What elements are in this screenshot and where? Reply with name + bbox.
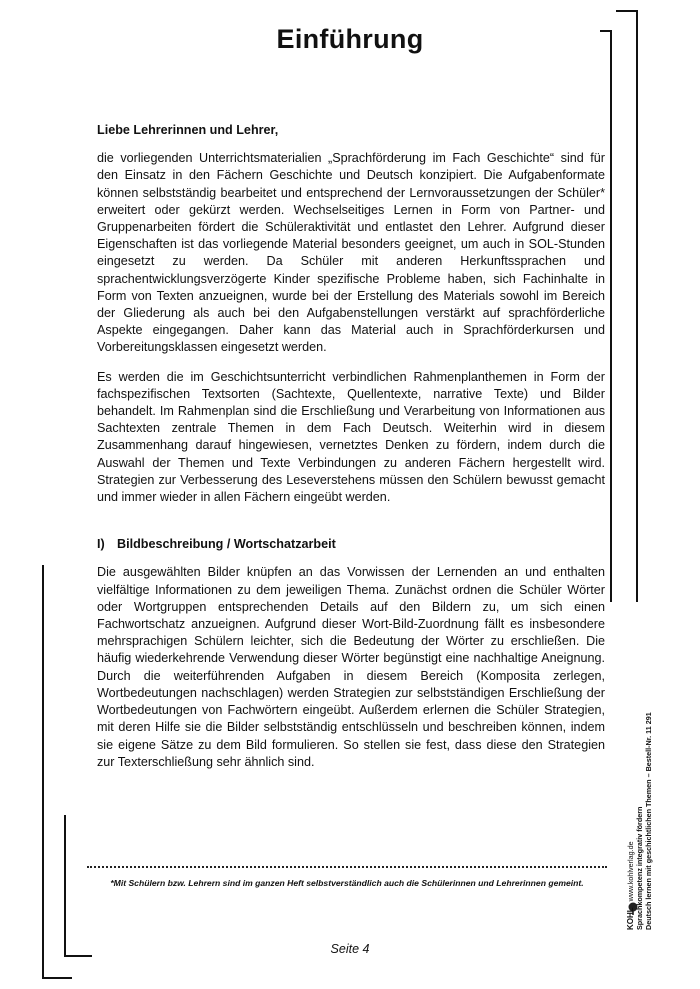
frame-line [42, 565, 44, 979]
paragraph: Es werden die im Geschichtsunterricht verbindlichen Rahmenplanthemen in Form der fachspezifischen Textsorten (Sachtexte, Quellentexte, narrative Texte) und Bilder behandelt. Im Rahmenplan sind die Erschließung und Verarbeitung von Informationen aus Sachtexten zentrale Themen in dem Fach Deutsch. Weiterhin wird in diesem Zusammenhang darauf hingewiesen, vernetztes Denken zu fördern, indem durch die Auswahl der Themen und Texte Verbindungen zu anderen Fächern hergestellt wird. Strategien zur Verbesserung des Leseverstehens müssen den Schülern bewusst gemacht und immer wieder in allen Fächern eingeübt werden. [97, 369, 605, 505]
section-number: I) [97, 537, 105, 552]
paragraph: die vorliegenden Unterrichtsmaterialien „Sprachförderung im Fach Geschichte“ sind für den Einsatz in den Fächern Geschichte und Deutsch konzipiert. Die Aufgabenformate können selbstständig bearbeitet und entsprechend der Lernvoraussetzungen der Schüler* erweitert oder gekürzt werden. Wechselseitiges Lernen in Form von Partner- und Gruppenarbeiten fördert die Schüleraktivität und entlastet den Lehrer. Aufgrund dieser Eigenschaften ist das vorliegende Material besonders geeignet, um auch in SOL-Stunden eingesetzt zu werden. Da Schüler mit anderen Herkunftssprachen und sprachentwicklungsverzögerte Kinder spezifische Probleme haben, sich Fachinhalte in Form von Texten anzueignen, wurde bei der Erstellung des Materials sowohl im Bereich der Gliederung als auch bei den Aufgabenstellungen verstärkt auf sprachförderliche Aspekte eingegangen. Daher kann das Material auch in Sprachförderkursen und Vorbereitungsklassen eingesetzt werden. [97, 151, 605, 355]
publisher-name: KOHL [626, 907, 635, 930]
sidebar-title: Sprachkompetenz integrativ fördern [635, 806, 645, 930]
frame-line [64, 815, 66, 957]
footnote-divider [87, 866, 607, 868]
frame-line [636, 10, 638, 602]
paragraph: Die ausgewählten Bilder knüpfen an das Vorwissen der Lernenden an und enthalten vielfältige Informationen zu dem jeweiligen Thema. Zunächst ordnen die Schüler Wörter oder Wortgruppen entsprechenden Details auf den Bildern zu, um sich einen Fachwortschatz anzueignen. Aufgrund dieser Wort-Bild-Zuordnung fällt es insbesondere mehrsprachigen Schülern leichter, sich die Bedeutung der Wörter zu erschließen. Die häufig wiederkehrende Verwendung dieser Wörter begünstigt eine nachhaltige Aneignung. Durch die weiterführenden Aufgaben in diesem Bereich (Komposita zerlegen, Wortbedeutungen nachschlagen) werden Strategien zur selbstständigen Erschließung der Wortbedeutungen von Fachwörtern eingeübt. Außerdem erlernen die Schüler Strategien, mit deren Hilfe sie die Bilder selbstständig entschlüsseln und beschreiben können, indem sie eigene Sätze zu dem Bild formulieren. So stellen sie fest, dass diese den Strategien zur Texterschließung sehr ähnlich sind. [97, 565, 605, 769]
section-heading-text: Bildbeschreibung / Wortschatzarbeit [117, 537, 336, 552]
footnote: *Mit Schülern bzw. Lehrern sind im ganzen Heft selbstverständlich auch die Schülerinnen und Lehrerinnen gemeint. [110, 878, 584, 888]
salutation: Liebe Lehrerinnen und Lehrer, [97, 123, 279, 137]
frame-line [616, 10, 638, 12]
page-number: Seite 4 [330, 942, 370, 956]
sidebar-subtitle: Deutsch lernen mit geschichtlichen Themen – Bestell-Nr. 11 291 [644, 712, 654, 930]
frame-line [610, 30, 612, 602]
frame-line [42, 977, 72, 979]
section-heading [97, 536, 605, 553]
page-title: Einführung [276, 24, 424, 54]
publisher-sidebar [626, 600, 654, 930]
publisher-website: www.kohlverlag.de [626, 841, 635, 902]
document-body [97, 122, 605, 783]
sidebar-brand-line [626, 600, 635, 930]
